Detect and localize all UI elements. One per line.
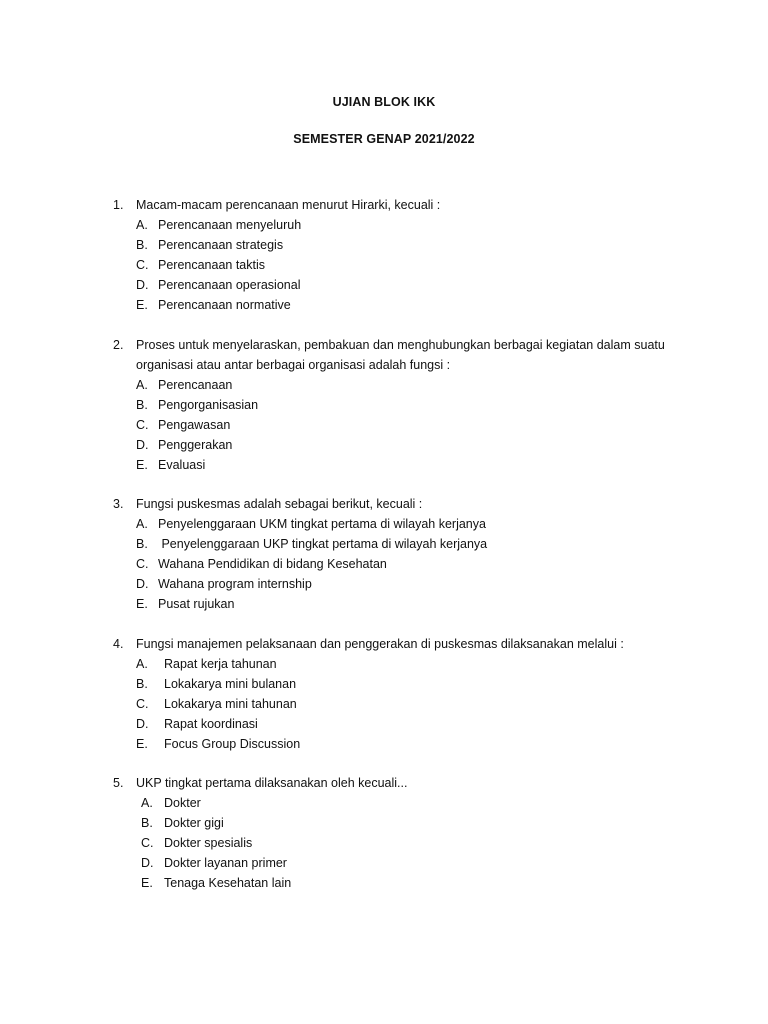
option-letter: E. — [141, 876, 153, 890]
option-text: Focus Group Discussion — [164, 737, 301, 751]
option-item — [0, 833, 768, 853]
question-text: Macam-macam perencanaan menurut Hirarki, kecuali : — [136, 198, 441, 212]
question-1 — [0, 195, 768, 315]
option-text: Dokter layanan primer — [164, 856, 287, 870]
option-letter: B. — [136, 537, 148, 551]
question-stem — [0, 195, 768, 215]
option-text: Tenaga Kesehatan lain — [164, 876, 292, 890]
option-text: Perencanaan menyeluruh — [158, 218, 302, 232]
option-text: Penyelenggaraan UKP tingkat pertama di wilayah kerjanya — [158, 537, 488, 551]
question-stem — [0, 494, 768, 514]
option-letter: E. — [136, 458, 148, 472]
option-text: Dokter gigi — [164, 816, 224, 830]
option-item — [0, 375, 768, 395]
question-number: 1. — [113, 198, 124, 212]
option-item — [0, 235, 768, 255]
option-text: Dokter spesialis — [164, 836, 253, 850]
option-item — [0, 435, 768, 455]
option-item — [0, 674, 768, 694]
question-number: 4. — [113, 637, 124, 651]
question-stem — [0, 634, 768, 654]
option-item — [0, 694, 768, 714]
option-text: Perencanaan strategis — [158, 238, 284, 252]
option-text: Pengawasan — [158, 418, 231, 432]
question-number: 3. — [113, 497, 124, 511]
option-item — [0, 793, 768, 813]
option-letter: E. — [136, 737, 148, 751]
option-letter: C. — [141, 836, 154, 850]
option-letter: D. — [136, 438, 149, 452]
option-item — [0, 514, 768, 534]
option-item — [0, 534, 768, 554]
option-text: Evaluasi — [158, 458, 206, 472]
question-5 — [0, 773, 768, 893]
option-text: Dokter — [164, 796, 201, 810]
document-subtitle: SEMESTER GENAP 2021/2022 — [293, 132, 475, 146]
option-item — [0, 654, 768, 674]
question-text: UKP tingkat pertama dilaksanakan oleh kecuali... — [136, 776, 408, 790]
question-text: organisasi atau antar berbagai organisasi adalah fungsi : — [136, 358, 451, 372]
question-number: 5. — [113, 776, 124, 790]
option-letter: D. — [136, 278, 149, 292]
option-letter: C. — [136, 418, 149, 432]
option-letter: A. — [136, 657, 148, 671]
option-text: Rapat koordinasi — [164, 717, 258, 731]
option-text: Penggerakan — [158, 438, 233, 452]
option-letter: D. — [136, 577, 149, 591]
option-item — [0, 554, 768, 574]
option-item — [0, 455, 768, 475]
question-stem — [0, 335, 768, 355]
question-text: Fungsi puskesmas adalah sebagai berikut, kecuali : — [136, 497, 423, 511]
question-text: Proses untuk menyelaraskan, pembakuan dan menghubungkan berbagai kegiatan dalam suatu — [136, 338, 665, 352]
question-2 — [0, 335, 768, 475]
question-4 — [0, 634, 768, 754]
question-text: Fungsi manajemen pelaksanaan dan penggerakan di puskesmas dilaksanakan melalui : — [136, 637, 624, 651]
option-text: Rapat kerja tahunan — [164, 657, 277, 671]
document-title: UJIAN BLOK IKK — [332, 95, 436, 109]
option-item — [0, 873, 768, 893]
option-text: Wahana Pendidikan di bidang Kesehatan — [158, 557, 387, 571]
option-text: Pusat rujukan — [158, 597, 235, 611]
question-3 — [0, 494, 768, 614]
option-letter: C. — [136, 258, 149, 272]
option-item — [0, 255, 768, 275]
option-item — [0, 813, 768, 833]
option-letter: B. — [141, 816, 153, 830]
option-item — [0, 415, 768, 435]
option-letter: E. — [136, 597, 148, 611]
option-letter: A. — [136, 517, 148, 531]
option-letter: D. — [136, 717, 149, 731]
option-letter: E. — [136, 298, 148, 312]
option-item — [0, 714, 768, 734]
option-letter: C. — [136, 557, 149, 571]
question-number: 2. — [113, 338, 124, 352]
option-text: Perencanaan taktis — [158, 258, 266, 272]
option-letter: A. — [136, 378, 148, 392]
option-item — [0, 734, 768, 754]
option-item — [0, 574, 768, 594]
option-text: Lokakarya mini bulanan — [164, 677, 297, 691]
option-letter: A. — [141, 796, 153, 810]
option-letter: B. — [136, 238, 148, 252]
option-text: Wahana program internship — [158, 577, 312, 591]
option-item — [0, 295, 768, 315]
option-letter: C. — [136, 697, 149, 711]
option-item — [0, 594, 768, 614]
option-item — [0, 395, 768, 415]
option-item — [0, 275, 768, 295]
question-stem — [0, 773, 768, 793]
option-letter: D. — [141, 856, 154, 870]
option-text: Pengorganisasian — [158, 398, 259, 412]
option-text: Penyelenggaraan UKM tingkat pertama di wilayah kerjanya — [158, 517, 486, 531]
question-stem-continuation — [0, 355, 768, 375]
option-text: Perencanaan — [158, 378, 233, 392]
option-letter: B. — [136, 398, 148, 412]
option-item — [0, 215, 768, 235]
option-letter: B. — [136, 677, 148, 691]
option-letter: A. — [136, 218, 148, 232]
option-item — [0, 853, 768, 873]
option-text: Perencanaan normative — [158, 298, 291, 312]
option-text: Perencanaan operasional — [158, 278, 301, 292]
option-text: Lokakarya mini tahunan — [164, 697, 297, 711]
